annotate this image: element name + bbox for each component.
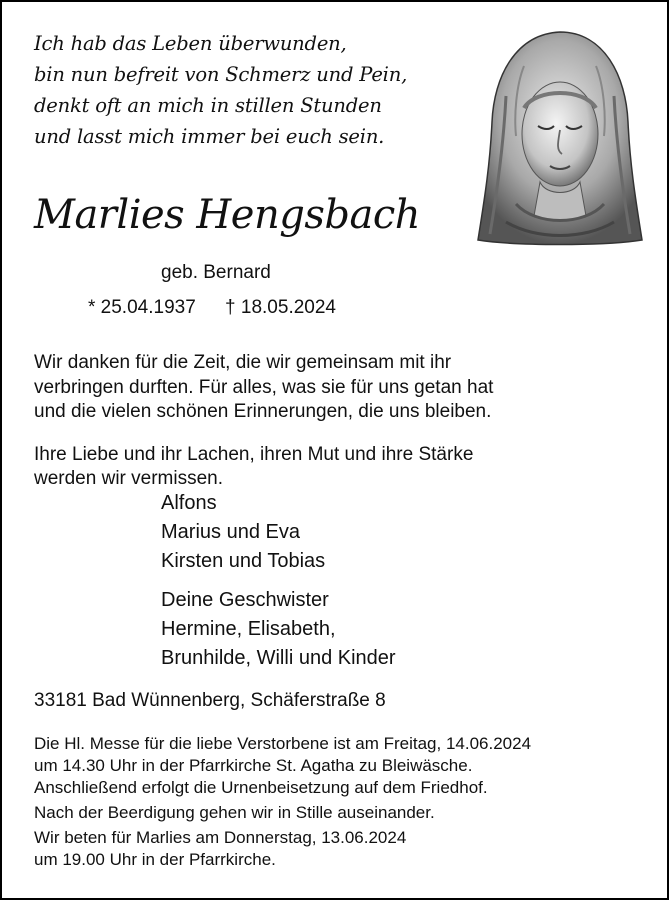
mourner-line: Deine Geschwister [161,589,329,611]
deceased-name: Marlies Hengsbach [34,192,420,238]
text-line: werden wir vermissen. [34,468,223,489]
text-line: um 19.00 Uhr in der Pfarrkirche. [34,850,276,869]
text-line: Wir beten für Marlies am Donnerstag, 13.06.2024 [34,828,407,847]
mourner-line: Brunhilde, Willi und Kinder [161,647,396,669]
mourner-line: Marius und Eva [161,521,300,543]
service-info [34,733,531,871]
mourners-family [161,489,325,576]
poem-line: und lasst mich immer bei euch sein. [34,125,385,148]
poem [34,28,407,152]
mourner-line: Alfons [161,492,217,514]
text-line: und die vielen schönen Erinnerungen, die uns bleiben. [34,401,492,422]
poem-line: bin nun befreit von Schmerz und Pein, [34,63,408,86]
text-line: Wir danken für die Zeit, die wir gemeinsam mit ihr [34,352,452,373]
thank-you-text [34,345,654,498]
mourners-siblings [161,586,396,673]
text-line: um 14.30 Uhr in der Pfarrkirche St. Agatha zu Bleiwäsche. [34,756,473,775]
poem-line: denkt oft an mich in stillen Stunden [34,94,382,117]
birth-date: * 25.04.1937 [88,297,196,318]
address: 33181 Bad Wünnenberg, Schäferstraße 8 [34,690,386,711]
text-line: Die Hl. Messe für die liebe Verstorbene ist am Freitag, 14.06.2024 [34,734,532,753]
mourner-line: Hermine, Elisabeth, [161,618,336,640]
text-line: verbringen durften. Für alles, was sie für uns getan hat [34,376,494,398]
spacer [34,431,654,437]
mourner-line: Kirsten und Tobias [161,550,326,572]
poem-line: Ich hab das Leben überwunden, [34,32,347,55]
text-line: Anschließend erfolgt die Urnenbeisetzung auf dem Friedhof. [34,778,488,797]
death-date: † 18.05.2024 [225,297,336,318]
text-line: Ihre Liebe und ihr Lachen, ihren Mut und ihre Stärke [34,443,474,465]
madonna-portrait-icon [476,26,644,248]
birth-name: geb. Bernard [161,262,271,283]
life-dates [88,297,336,319]
text-line: Nach der Beerdigung gehen wir in Stille auseinander. [34,803,435,822]
